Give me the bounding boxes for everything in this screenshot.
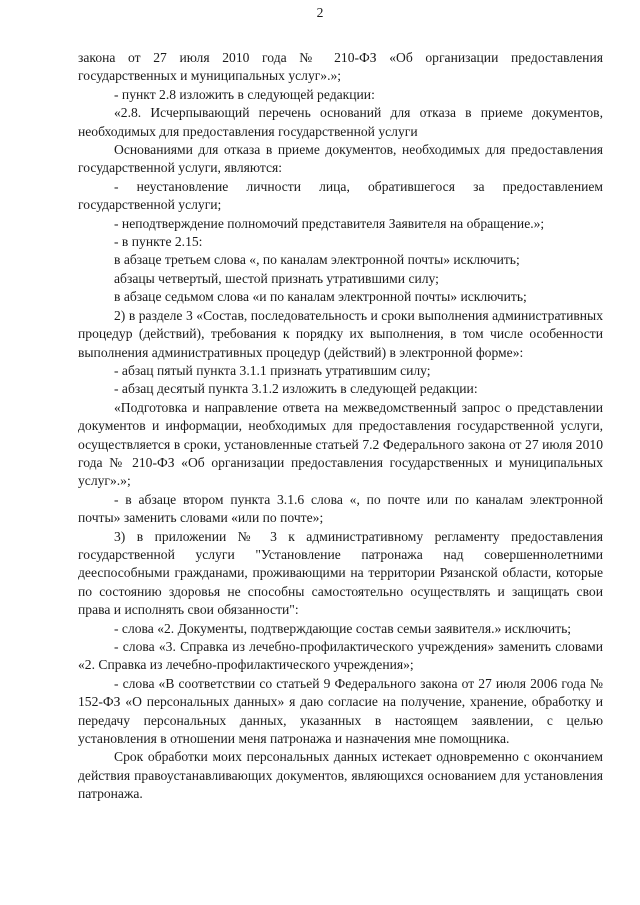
- paragraph: 2) в разделе 3 «Состав, последовательность и сроки выполнения административных процедур (действий), требования к порядку их выполнения, в том числе особенности выполнения административных процедур (действий) в электронной форме»:: [78, 307, 603, 360]
- paragraph: - неподтверждение полномочий представителя Заявителя на обращение.»;: [114, 215, 545, 231]
- paragraph: в абзаце седьмом слова «и по каналам электронной почты» исключить;: [114, 289, 527, 305]
- document-body: [78, 49, 603, 804]
- paragraph: Основаниями для отказа в приеме документов, необходимых для предоставления государственной услуги, являются:: [78, 142, 603, 176]
- paragraph: «2.8. Исчерпывающий перечень оснований для отказа в приеме документов, необходимых для предоставления государственной услуги: [78, 105, 603, 139]
- paragraph: закона от 27 июля 2010 года № 210-ФЗ «Об организации предоставления государственных и муниципальных услуг».»;: [78, 50, 603, 84]
- paragraph: - неустановление личности лица, обратившегося за предоставлением государственной услуги;: [78, 178, 603, 213]
- paragraph: - абзац пятый пункта 3.1.1 признать утратившим силу;: [114, 362, 431, 378]
- paragraph: «Подготовка и направление ответа на межведомственный запрос о представлении документов и информации, необходимых для предоставления государственной услуги, осуществляется в сроки, установленные статьей 7.2 Федерального закона от 27 июля 2010 года № 210-ФЗ «Об организации предоставления государственных и муниципальных услуг».»;: [78, 399, 603, 489]
- paragraph: в абзаце третьем слова «, по каналам электронной почты» исключить;: [114, 252, 520, 268]
- paragraph: - слова «3. Справка из лечебно-профилактического учреждения» заменить словами «2. Справка из лечебно-профилактического учреждения»;: [78, 639, 603, 673]
- paragraph: - слова «2. Документы, подтверждающие состав семьи заявителя.» исключить;: [114, 620, 572, 636]
- paragraph: абзацы четвертый, шестой признать утратившими силу;: [114, 270, 439, 286]
- page-number: 2: [316, 5, 324, 20]
- paragraph: Срок обработки моих персональных данных истекает одновременно с окончанием действия правоустанавливающих документов, являющихся основанием для установления патронажа.: [78, 749, 603, 802]
- paragraph: - в пункте 2.15:: [114, 234, 203, 250]
- paragraph: 3) в приложении № 3 к административному регламенту предоставления государственной услуги "Установление патронажа над совершеннолетними дееспособными гражданами, проживающими на территории Рязанской области, которые по состоянию здоровья не способны самостоятельно осуществлять и защищать свои права и исполнять свои обязанности":: [78, 528, 603, 618]
- paragraph: - в абзаце втором пункта 3.1.6 слова «, по почте или по каналам электронной почты» заменить словами «или по почте»;: [78, 491, 603, 526]
- paragraph: - слова «В соответствии со статьей 9 Федерального закона от 27 июля 2006 года № 152-ФЗ «О персональных данных» я даю согласие на получение, хранение, обработку и передачу персональных данных, указанных в настоящем заявлении, с целью установления в отношении меня патронажа и назначения мне помощника.: [78, 675, 603, 747]
- paragraph: - пункт 2.8 изложить в следующей редакции:: [114, 86, 375, 102]
- paragraph: - абзац десятый пункта 3.1.2 изложить в следующей редакции:: [114, 381, 478, 397]
